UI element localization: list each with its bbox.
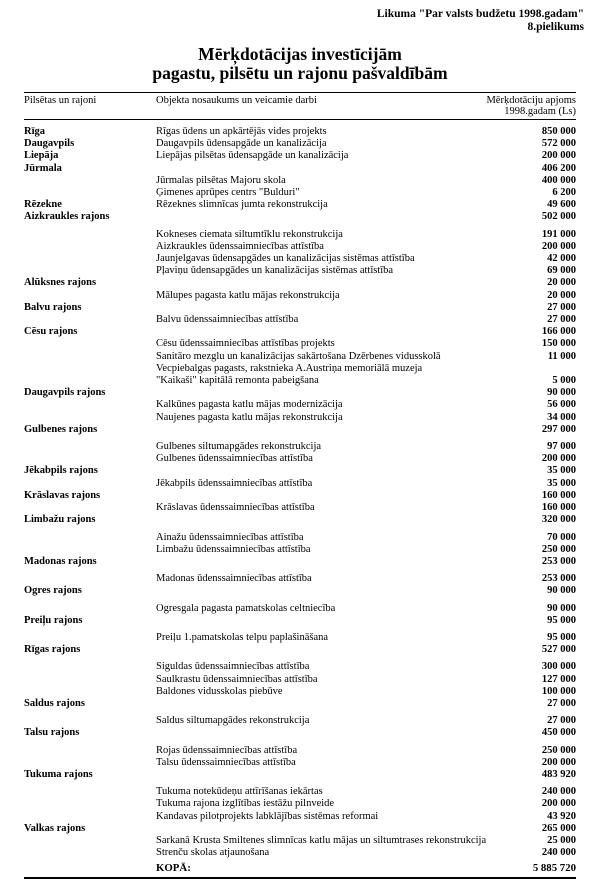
amount-cell: 450 000 (541, 727, 576, 739)
column-header-amount-line-2: 1998.gadam (Ls) (504, 106, 576, 117)
table-row (24, 786, 576, 798)
table-row (24, 163, 576, 175)
amount-cell: 200 000 (541, 453, 576, 465)
table-row (24, 727, 576, 739)
amount-cell: 240 000 (541, 786, 576, 798)
region-cell: Saldus rajons (24, 697, 85, 709)
table-row (24, 351, 576, 363)
description-cell: Naujenes pagasta katlu mājas rekonstrukcija (156, 411, 343, 423)
amount-cell: 300 000 (541, 661, 576, 673)
amount-cell: 483 920 (541, 768, 576, 780)
region-cell: Jēkabpils rajons (24, 465, 98, 477)
table-row (24, 490, 576, 502)
description-cell: Saulkrastu ūdenssaimniecības attīstība (156, 673, 318, 685)
table-row (24, 326, 576, 338)
column-header-amount-line-1: Mērķdotāciju apjoms (486, 95, 576, 106)
table-row (24, 314, 576, 326)
description-cell: Aizkraukles ūdenssaimniecības attīstība (156, 240, 324, 252)
region-cell: Balvu rajons (24, 301, 82, 313)
table-row (24, 302, 576, 314)
description-cell: Preiļu 1.pamatskolas telpu paplašināšana (156, 631, 329, 643)
description-cell: Siguldas ūdenssaimniecības attīstība (156, 661, 310, 673)
amount-cell: 200 000 (541, 756, 576, 768)
amount-cell: 502 000 (541, 211, 576, 223)
description-cell: Rojas ūdenssaimniecības attīstība (156, 744, 298, 756)
total-label: KOPĀ: (156, 862, 191, 875)
description-cell: Tukuma rajona izglītības iestāžu pilnveide (156, 798, 335, 810)
total-amount: 5 885 720 (532, 862, 576, 875)
table-row (24, 847, 576, 859)
region-cell: Alūksnes rajons (24, 277, 97, 289)
amount-cell: 191 000 (541, 228, 576, 240)
description-cell: Gulbenes ūdenssaimniecības attīstība (156, 453, 313, 465)
table-row (24, 399, 576, 411)
region-cell: Ogres rajons (24, 585, 82, 597)
column-header-object: Objekta nosaukums un veicamie darbi (156, 95, 317, 106)
amount-cell: 27 000 (547, 715, 576, 727)
region-cell: Krāslavas rajons (24, 489, 101, 501)
amount-cell: 56 000 (547, 399, 576, 411)
region-cell: Valkas rajons (24, 822, 86, 834)
table-row (24, 478, 576, 490)
table-body (24, 120, 576, 859)
description-cell: Daugavpils ūdensapgāde un kanalizācija (156, 138, 327, 150)
law-reference: Likuma "Par valsts budžetu 1998.gadam" (376, 8, 584, 20)
table-row (24, 465, 576, 477)
description-cell: Ainažu ūdenssaimniecības attīstība (156, 531, 304, 543)
table-row (24, 585, 576, 597)
description-cell: Ogresgala pagasta pamatskolas celtniecība (156, 602, 336, 614)
description-cell: Kalkūnes pagasta katlu mājas modernizācija (156, 399, 343, 411)
annex-number: 8.pielikums (527, 21, 584, 33)
region-cell: Rīgas rajons (24, 644, 81, 656)
table-row (24, 769, 576, 781)
table-row (24, 823, 576, 835)
amount-cell: 200 000 (541, 240, 576, 252)
table-row (24, 745, 576, 757)
table-row (24, 615, 576, 627)
amount-cell: 127 000 (541, 673, 576, 685)
description-cell: Jūrmalas pilsētas Majoru skola (156, 174, 286, 186)
region-cell: Preiļu rajons (24, 614, 83, 626)
amount-cell: 253 000 (541, 555, 576, 567)
region-cell: Gulbenes rajons (24, 423, 98, 435)
table-row (24, 698, 576, 710)
table-row (24, 686, 576, 698)
amount-cell: 160 000 (541, 502, 576, 514)
description-cell: Balvu ūdenssaimniecības attīstība (156, 314, 299, 326)
table-row (24, 338, 576, 350)
table-row (24, 798, 576, 810)
description-cell: Talsu ūdenssaimniecības attīstība (156, 756, 296, 768)
table-row (24, 253, 576, 265)
table-row (24, 632, 576, 644)
table-row (24, 556, 576, 568)
amount-cell: 25 000 (547, 834, 576, 846)
region-cell: Jūrmala (24, 162, 62, 174)
table-row (24, 603, 576, 615)
amount-cell: 240 000 (541, 847, 576, 859)
description-cell: Ģimenes aprūpes centrs "Bulduri" (156, 187, 300, 199)
table-row (24, 290, 576, 302)
amount-cell: 572 000 (541, 138, 576, 150)
table-row (24, 532, 576, 544)
amount-cell: 27 000 (547, 314, 576, 326)
amount-cell: 400 000 (541, 174, 576, 186)
description-cell: Liepājas pilsētas ūdensapgāde un kanalizācija (156, 150, 349, 162)
amount-cell: 69 000 (547, 265, 576, 277)
region-cell: Rīga (24, 126, 45, 137)
description-cell: Baldones vidusskolas piebūve (156, 685, 283, 697)
amount-cell: 20 000 (547, 289, 576, 301)
amount-cell: 297 000 (541, 423, 576, 435)
table-row (24, 175, 576, 187)
table-row (24, 441, 576, 453)
region-cell: Madonas rajons (24, 555, 97, 567)
table-row (24, 387, 576, 399)
region-cell: Talsu rajons (24, 727, 80, 739)
amount-cell: 6 200 (552, 187, 576, 199)
amount-cell: 90 000 (547, 585, 576, 597)
table-row (24, 757, 576, 769)
amount-cell: 35 000 (547, 465, 576, 477)
amount-cell: 27 000 (547, 301, 576, 313)
amount-cell: 250 000 (541, 543, 576, 555)
amount-cell: 43 920 (547, 810, 576, 822)
amount-cell: 166 000 (541, 326, 576, 338)
amount-cell: 35 000 (547, 477, 576, 489)
table-row (24, 241, 576, 253)
table-row (24, 502, 576, 514)
amount-cell: 527 000 (541, 644, 576, 656)
region-cell: Rēzekne (24, 199, 62, 211)
description-cell: Jaunjelgavas ūdensapgādes un kanalizācijas sistēmas attīstība (156, 253, 415, 265)
table-row (24, 229, 576, 241)
amount-cell: 90 000 (547, 387, 576, 399)
column-header-regions: Pilsētas un rajoni (24, 95, 97, 106)
table-row (24, 811, 576, 823)
table-row (24, 573, 576, 585)
table-row (24, 674, 576, 686)
description-cell: Sarkanā Krusta Smiltenes slimnīcas katlu mājas un siltumtrases rekonstrukcija (156, 834, 487, 846)
description-cell: Limbažu ūdenssaimniecības attīstība (156, 543, 311, 555)
amount-cell: 320 000 (541, 514, 576, 526)
table-row (24, 424, 576, 436)
table-row (24, 265, 576, 277)
table-row (24, 412, 576, 424)
total-row (24, 862, 576, 875)
table-row (24, 514, 576, 526)
amount-cell: 34 000 (547, 411, 576, 423)
table-row (24, 835, 576, 847)
description-cell: Strenču skolas atjaunošana (156, 847, 270, 859)
table-row (24, 199, 576, 211)
amount-cell: 70 000 (547, 531, 576, 543)
amount-cell: 11 000 (547, 350, 576, 362)
amount-cell: 150 000 (541, 338, 576, 350)
description-cell: Jēkabpils ūdenssaimniecības attīstība (156, 477, 313, 489)
description-cell: Vecpiebalgas pagasts, rakstnieka A.Austriņa memoriālā muzeja "Kaikaši" kapitālā remonta pabeigšana (156, 362, 423, 387)
description-cell: Rīgas ūdens un apkārtējās vides projekts (156, 126, 327, 137)
table-row (24, 150, 576, 162)
description-cell: Krāslavas ūdenssaimniecības attīstība (156, 502, 315, 514)
description-cell: Cēsu ūdenssaimniecības attīstības projekts (156, 338, 335, 350)
description-cell: Saldus siltumapgādes rekonstrukcija (156, 715, 310, 727)
amount-cell: 90 000 (547, 602, 576, 614)
amount-cell: 42 000 (547, 253, 576, 265)
table-row (24, 126, 576, 138)
column-header-amount (486, 95, 576, 117)
page-title (24, 45, 576, 83)
region-cell: Cēsu rajons (24, 326, 78, 338)
region-cell: Aizkraukles rajons (24, 211, 110, 223)
description-cell: Kokneses ciemata siltumtīklu rekonstrukcija (156, 228, 343, 240)
region-cell: Daugavpils rajons (24, 387, 106, 399)
amount-cell: 200 000 (541, 150, 576, 162)
table-row (24, 644, 576, 656)
table-row (24, 138, 576, 150)
amount-cell: 160 000 (541, 489, 576, 501)
table-row (24, 661, 576, 673)
table-row (24, 715, 576, 727)
table-row (24, 187, 576, 199)
description-cell: Gulbenes siltumapgādes rekonstrukcija (156, 441, 322, 453)
description-cell: Madonas ūdenssaimniecības attīstība (156, 573, 312, 585)
description-cell: Rēzeknes slimnīcas jumta rekonstrukcija (156, 199, 328, 211)
amount-cell: 5 000 (552, 375, 576, 387)
table-row (24, 363, 576, 387)
amount-cell: 265 000 (541, 822, 576, 834)
amount-cell: 850 000 (541, 126, 576, 137)
region-cell: Daugavpils (24, 138, 75, 150)
title-line-2: pagastu, pilsētu un rajonu pašvaldībām (152, 63, 448, 83)
description-cell: Sanitāro mezglu un kanalizācijas sakārtošana Dzērbenes vidusskolā (156, 350, 441, 362)
title-line-1: Mērķdotācijas investīcijām (198, 44, 402, 64)
description-cell: Mālupes pagasta katlu mājas rekonstrukcija (156, 289, 340, 301)
table-row (24, 453, 576, 465)
amount-cell: 95 000 (547, 614, 576, 626)
region-cell: Limbažu rajons (24, 514, 96, 526)
description-cell: Kandavas pilotprojekts labklājības sistēmas reformai (156, 810, 379, 822)
table-row (24, 211, 576, 223)
amount-cell: 406 200 (541, 162, 576, 174)
description-cell: Pļaviņu ūdensapgādes un kanalizācijas sistēmas attīstība (156, 265, 394, 277)
amount-cell: 250 000 (541, 744, 576, 756)
amount-cell: 100 000 (541, 685, 576, 697)
amount-cell: 200 000 (541, 798, 576, 810)
table-row (24, 544, 576, 556)
table-header (24, 92, 576, 120)
document-reference (24, 8, 584, 34)
region-cell: Tukuma rajons (24, 768, 93, 780)
region-cell: Liepāja (24, 150, 59, 162)
table-row (24, 277, 576, 289)
amount-cell: 27 000 (547, 697, 576, 709)
amount-cell: 253 000 (541, 573, 576, 585)
amount-cell: 20 000 (547, 277, 576, 289)
description-cell: Tukuma notekūdeņu attīrīšanas iekārtas (156, 786, 323, 798)
amount-cell: 49 600 (547, 199, 576, 211)
amount-cell: 97 000 (547, 441, 576, 453)
amount-cell: 95 000 (547, 631, 576, 643)
